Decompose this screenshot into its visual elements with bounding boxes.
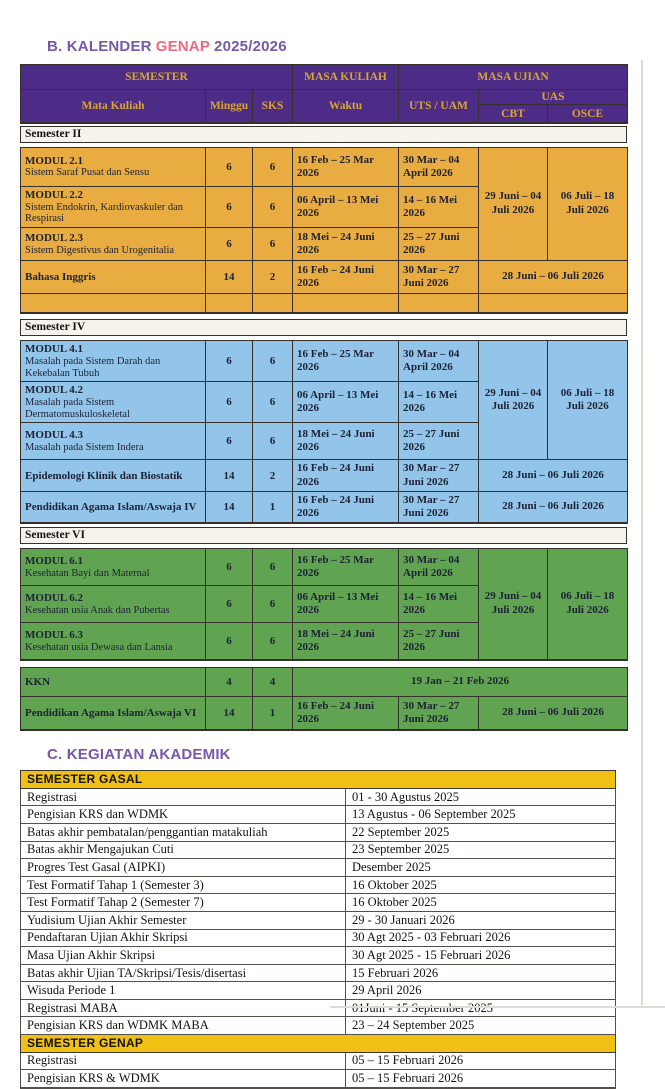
cell-waktu: 16 Feb – 25 Mar 2026 [293, 341, 399, 382]
cell-uts-uam: 30 Mar – 27 Juni 2026 [399, 261, 479, 294]
module-subtitle: Masalah pada Sistem Dermatomuskuloskeletal [25, 396, 130, 420]
activity-cell: Batas akhir Mengajukan Cuti [21, 841, 346, 859]
header-cell-masa-ujian: MASA UJIAN [399, 65, 628, 90]
cell-uts-uam: 30 Mar – 04 April 2026 [399, 341, 479, 382]
course-title: Bahasa Inggris [21, 261, 206, 294]
cell-sks: 6 [253, 187, 293, 228]
cell-sks: 6 [253, 549, 293, 586]
cell-minggu: 6 [206, 228, 253, 261]
module-title: MODUL 2.2 [25, 189, 84, 201]
semester-6-table-continued [20, 667, 628, 731]
cell-waktu: 18 Mei – 24 Juni 2026 [293, 623, 399, 661]
title-b-suffix: 2025/2026 [214, 38, 287, 55]
course-title: Pendidikan Agama Islam/Aswaja VI [21, 697, 206, 731]
activity-cell: Pengisian KRS dan WDMK [21, 806, 346, 824]
cell-minggu: 6 [206, 148, 253, 187]
kegiatan-header-label: SEMESTER GASAL [21, 771, 616, 789]
cell-minggu: 6 [206, 549, 253, 586]
course-title: Pendidikan Agama Islam/Aswaja IV [21, 491, 206, 523]
module-title: MODUL 2.3 [25, 231, 84, 244]
kegiatan-header-label: SEMESTER GENAP [21, 1035, 616, 1053]
cell-waktu: 16 Feb – 24 Juni 2026 [293, 460, 399, 491]
scan-edge-horizontal [330, 1006, 665, 1008]
table-row [21, 911, 616, 929]
date-cell: 30 Agt 2025 - 03 Februari 2026 [346, 929, 616, 947]
cell-minggu: 4 [206, 668, 253, 697]
activity-cell: Wisuda Periode 1 [21, 982, 346, 1000]
date-cell: 13 Agustus - 06 September 2025 [346, 806, 616, 824]
cell-sks: 6 [253, 228, 293, 261]
table-row [21, 929, 616, 947]
scan-edge-vertical [641, 60, 643, 1005]
title-b-prefix: B. KALENDER [47, 38, 152, 55]
table-row [21, 148, 628, 187]
title-b-highlight: GENAP [155, 38, 211, 55]
cell-waktu: 16 Feb – 24 Juni 2026 [293, 261, 399, 294]
module-subtitle: Kesehatan usia Dewasa dan Lansia [25, 641, 173, 653]
activity-cell: Batas akhir pembatalan/penggantian matakuliah [21, 823, 346, 841]
cell-waktu: 16 Feb – 24 Juni 2026 [293, 697, 399, 731]
cell-uas-merged: 28 Juni – 06 Juli 2026 [479, 460, 628, 491]
date-cell: 23 September 2025 [346, 841, 616, 859]
header-cell-uas: UAS [479, 90, 628, 105]
cell-minggu: 6 [206, 423, 253, 460]
table-row [21, 549, 628, 586]
cell-minggu: 6 [206, 382, 253, 423]
table-row [21, 894, 616, 912]
semester-2-table [20, 147, 628, 314]
activity-cell: Batas akhir Ujian TA/Skripsi/Tesis/disertasi [21, 964, 346, 982]
cell-sks: 6 [253, 148, 293, 187]
cell-minggu: 6 [206, 623, 253, 661]
cell-uts-uam: 25 – 27 Juni 2026 [399, 228, 479, 261]
activity-cell: Test Formatif Tahap 1 (Semester 3) [21, 876, 346, 894]
cell-uts-uam: 30 Mar – 04 April 2026 [399, 148, 479, 187]
cell-sks: 4 [253, 668, 293, 697]
table-row [21, 964, 616, 982]
header-cell-sks: SKS [253, 90, 293, 124]
cell-sks: 6 [253, 341, 293, 382]
cell-sks: 2 [253, 261, 293, 294]
cell-sks: 6 [253, 423, 293, 460]
module-title: MODUL 6.1 [25, 554, 84, 567]
cell-uas-cbt: 29 Juni – 04 Juli 2026 [479, 341, 548, 460]
table-row [21, 341, 628, 382]
semester-4-table [20, 340, 628, 524]
activity-cell: Pendaftaran Ujian Akhir Skripsi [21, 929, 346, 947]
header-cell-osce: OSCE [548, 105, 628, 124]
cell-sks: 1 [253, 697, 293, 731]
date-cell: 05 – 15 Februari 2026 [346, 1070, 616, 1088]
activity-cell: Pengisian KRS & WDMK [21, 1070, 346, 1088]
cell-sks: 2 [253, 460, 293, 491]
table-row [21, 697, 628, 731]
table-row [21, 1070, 616, 1088]
module-title: MODUL 4.2 [25, 384, 84, 397]
header-cell-uts-uam: UTS / UAM [399, 90, 479, 124]
date-cell: 15 Februari 2026 [346, 964, 616, 982]
date-cell [346, 999, 616, 1017]
table-row [21, 1017, 616, 1035]
activity-cell: Yudisium Ujian Akhir Semester [21, 911, 346, 929]
header-cell-minggu: Minggu [206, 90, 253, 124]
table-row [21, 460, 628, 491]
cell-uas-merged: 28 Juni – 06 Juli 2026 [479, 491, 628, 523]
cell-uts-uam: 25 – 27 Juni 2026 [399, 423, 479, 460]
table-row [21, 841, 616, 859]
date-cell: 16 Oktober 2025 [346, 894, 616, 912]
header-cell-mata-kuliah: Mata Kuliah [21, 90, 206, 124]
cell-uas-cbt: 29 Juni – 04 Juli 2026 [479, 549, 548, 661]
date-cell: Desember 2025 [346, 859, 616, 877]
cell-sks: 6 [253, 382, 293, 423]
activity-cell: Registrasi MABA [21, 999, 346, 1017]
module-subtitle: Kesehatan Bayi dan Maternal [25, 567, 150, 579]
cell-uts-uam: 14 – 16 Mei 2026 [399, 586, 479, 623]
cell-uas-cbt: 29 Juni – 04 Juli 2026 [479, 148, 548, 261]
header-cell-waktu: Waktu [293, 90, 399, 124]
page-title-b [47, 38, 665, 55]
table-row [21, 859, 616, 877]
section-label-semester-2: Semester II [20, 126, 627, 143]
course-title: Epidemologi Klinik dan Biostatik [21, 460, 206, 491]
table-row [21, 788, 616, 806]
date-cell: 29 April 2026 [346, 982, 616, 1000]
header-cell-cbt: CBT [479, 105, 548, 124]
cell-period-merged: 19 Jan – 21 Feb 2026 [293, 668, 628, 697]
cell-waktu: 06 April – 13 Mei 2026 [293, 187, 399, 228]
kegiatan-header-genap [21, 1035, 616, 1053]
cell-uas-osce: 06 Juli – 18 Juli 2026 [548, 341, 628, 460]
kegiatan-header-gasal [21, 771, 616, 789]
module-subtitle: Masalah pada Sistem Indera [25, 441, 144, 453]
section-label-semester-4: Semester IV [20, 319, 627, 336]
page-title-c: C. KEGIATAN AKADEMIK [47, 746, 231, 764]
table-row [21, 1052, 616, 1070]
module-subtitle: Masalah pada Sistem Darah dan Kekebalan Tubuh [25, 355, 161, 379]
activity-cell: Pengisian KRS dan WDMK MABA [21, 1017, 346, 1035]
table-row [21, 947, 616, 965]
cell-waktu: 06 April – 13 Mei 2026 [293, 382, 399, 423]
table-row [21, 999, 616, 1017]
table-row [21, 491, 628, 523]
cell-waktu: 06 April – 13 Mei 2026 [293, 586, 399, 623]
table-row-empty [21, 294, 628, 314]
cell-minggu: 6 [206, 586, 253, 623]
cell-uts-uam: 30 Mar – 27 Juni 2026 [399, 460, 479, 491]
table-row [21, 876, 616, 894]
cell-waktu: 16 Feb – 24 Juni 2026 [293, 491, 399, 523]
cell-uas-osce: 06 Juli – 18 Juli 2026 [548, 549, 628, 661]
module-title: MODUL 4.1 [25, 343, 84, 356]
table-row [21, 261, 628, 294]
module-subtitle: Kesehatan usia Anak dan Pubertas [25, 604, 170, 616]
semester-6-table [20, 548, 628, 661]
module-title: MODUL 6.3 [25, 628, 84, 641]
date-cell: 30 Agt 2025 - 15 Februari 2026 [346, 947, 616, 965]
date-cell: 23 – 24 September 2025 [346, 1017, 616, 1035]
date-cell: 05 – 15 Februari 2026 [346, 1052, 616, 1070]
cell-minggu: 14 [206, 491, 253, 523]
activity-cell: Registrasi [21, 788, 346, 806]
table-row [21, 823, 616, 841]
table-row [21, 668, 628, 697]
section-label-semester-6: Semester VI [20, 527, 627, 544]
activity-cell: Test Formatif Tahap 2 (Semester 7) [21, 894, 346, 912]
cell-sks: 6 [253, 586, 293, 623]
module-title: MODUL 4.3 [25, 429, 84, 442]
activity-cell: Masa Ujian Akhir Skripsi [21, 947, 346, 965]
cell-minggu: 14 [206, 697, 253, 731]
table-row [21, 806, 616, 824]
cell-minggu: 14 [206, 261, 253, 294]
cell-uts-uam: 30 Mar – 04 April 2026 [399, 549, 479, 586]
cell-minggu: 6 [206, 341, 253, 382]
module-title: MODUL 2.1 [25, 154, 84, 167]
calendar-genap-section [20, 64, 627, 731]
kegiatan-akademik-table [20, 770, 616, 1089]
module-subtitle: Sistem Digestivus dan Urogenitalia [25, 244, 175, 256]
module-subtitle: Sistem Endokrin, Kardiovaskuler dan Respirasi [25, 201, 184, 225]
cell-sks: 6 [253, 623, 293, 661]
cell-uts-uam: 14 – 16 Mei 2026 [399, 187, 479, 228]
cell-waktu: 16 Feb – 25 Mar 2026 [293, 148, 399, 187]
cell-uas-osce: 06 Juli – 18 Juli 2026 [548, 148, 628, 261]
date-cell: 29 - 30 Januari 2026 [346, 911, 616, 929]
course-title: KKN [21, 668, 206, 697]
activity-cell: Registrasi [21, 1052, 346, 1070]
date-cell: 16 Oktober 2025 [346, 876, 616, 894]
cell-waktu: 16 Feb – 25 Mar 2026 [293, 549, 399, 586]
table-row [21, 982, 616, 1000]
calendar-table-header [20, 64, 628, 124]
header-cell-masa-kuliah: MASA KULIAH [293, 65, 399, 90]
cell-uts-uam: 30 Mar – 27 Juni 2026 [399, 491, 479, 523]
module-subtitle: Sistem Saraf Pusat dan Sensu [25, 167, 150, 179]
module-title: MODUL 6.2 [25, 591, 84, 604]
cell-sks: 1 [253, 491, 293, 523]
date-cell: 01 - 30 Agustus 2025 [346, 788, 616, 806]
date-cell: 22 September 2025 [346, 823, 616, 841]
activity-cell: Progres Test Gasal (AIPKI) [21, 859, 346, 877]
cell-waktu: 18 Mei – 24 Juni 2026 [293, 228, 399, 261]
cell-uts-uam: 30 Mar – 27 Juni 2026 [399, 697, 479, 731]
cell-uts-uam: 25 – 27 Juni 2026 [399, 623, 479, 661]
cell-uas-merged: 28 Juni – 06 Juli 2026 [479, 697, 628, 731]
cell-waktu: 18 Mei – 24 Juni 2026 [293, 423, 399, 460]
cell-minggu: 6 [206, 187, 253, 228]
cell-uas-merged: 28 Juni – 06 Juli 2026 [479, 261, 628, 294]
header-cell-semester: SEMESTER [21, 65, 293, 90]
cell-minggu: 14 [206, 460, 253, 491]
cell-uts-uam: 14 – 16 Mei 2026 [399, 382, 479, 423]
